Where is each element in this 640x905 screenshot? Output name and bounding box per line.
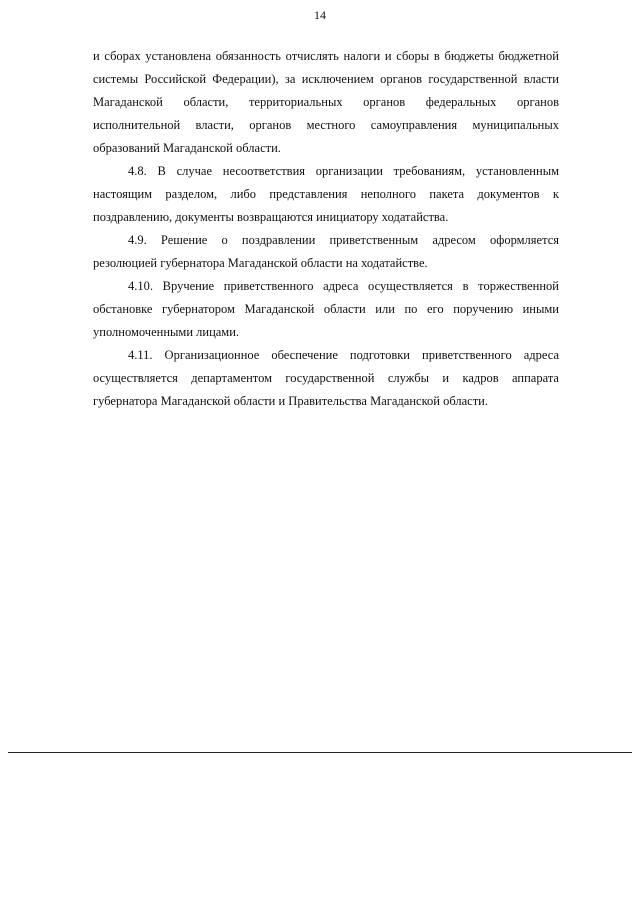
- document-body: [93, 45, 559, 413]
- paragraph-continuation: и сборах установлена обязанность отчислять налоги и сборы в бюджеты бюджетной системы Российской Федерации), за исключением органов государственной власти Магаданской области, территориальных органов федеральных органов исполнительной власти, органов местного самоуправления муниципальных образований Магаданской области.: [93, 49, 559, 155]
- clause-4-8: 4.8. В случае несоответствия организации требованиям, установленным настоящим разделом, либо представления неполного пакета документов к поздравлению, документы возвращаются инициатору ходатайства.: [93, 164, 559, 224]
- clause-4-10: 4.10. Вручение приветственного адреса осуществляется в торжественной обстановке губернатором Магаданской области или по его поручению иными уполномоченными лицами.: [93, 279, 559, 339]
- page-number: 14: [314, 8, 326, 22]
- page-divider-line: [8, 752, 632, 753]
- clause-4-11: 4.11. Организационное обеспечение подготовки приветственного адреса осуществляется департаментом государственной службы и кадров аппарата губернатора Магаданской области и Правительства Магаданской области.: [93, 348, 559, 408]
- clause-4-9: 4.9. Решение о поздравлении приветственным адресом оформляется резолюцией губернатора Магаданской области на ходатайстве.: [93, 233, 559, 270]
